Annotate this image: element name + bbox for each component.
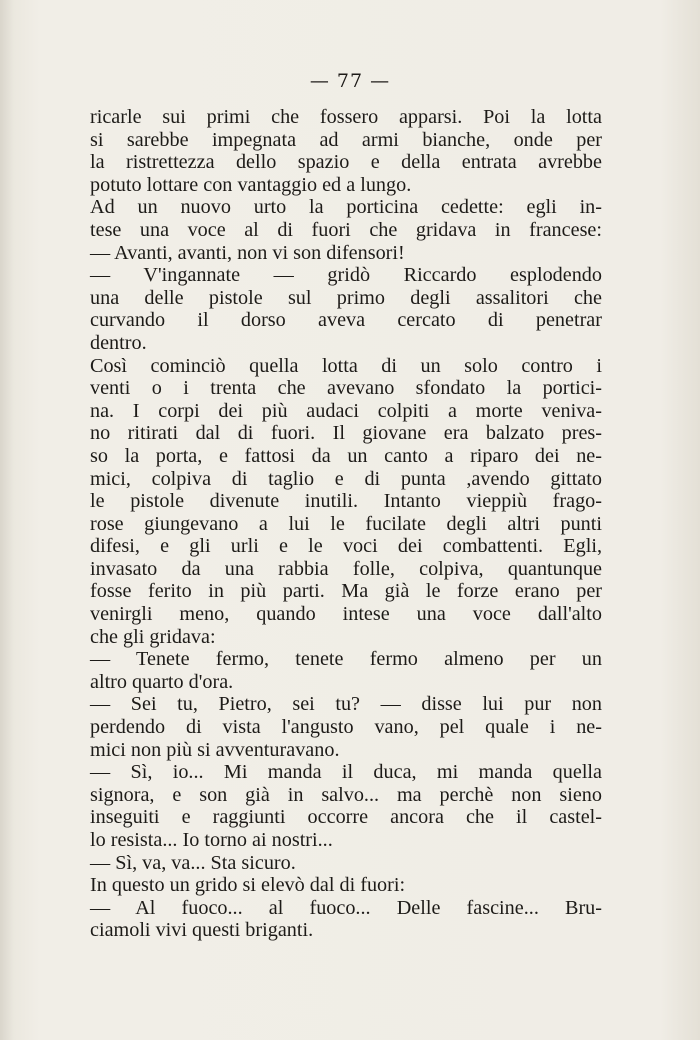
text-line: altro quarto d'ora. bbox=[90, 670, 234, 693]
text-line: si sarebbe impegnata ad armi bianche, onde per bbox=[90, 128, 602, 151]
text-line: — Sì, va, va... Sta sicuro. bbox=[90, 851, 296, 874]
text-line: — Sei tu, Pietro, sei tu? — disse lui pur non bbox=[90, 693, 602, 716]
text-line: Così cominciò quella lotta di un solo contro i bbox=[90, 354, 602, 377]
text-line: mici, colpiva di taglio e di punta ,avendo gittato bbox=[90, 467, 602, 490]
text-line: — Tenete fermo, tenete fermo almeno per un bbox=[90, 648, 602, 671]
text-line: dentro. bbox=[90, 331, 147, 354]
text-line: so la porta, e fattosi da un canto a riparo dei ne- bbox=[90, 444, 602, 467]
text-line: perdendo di vista l'angusto vano, pel quale i ne- bbox=[90, 716, 602, 739]
text-line: signora, e son già in salvo... ma perchè non sieno bbox=[90, 783, 602, 806]
text-line: ricarle sui primi che fossero apparsi. Poi la lotta bbox=[90, 106, 602, 128]
text-line: — Avanti, avanti, non vi son difensori! bbox=[90, 241, 405, 264]
text-line: ciamoli vivi questi briganti. bbox=[90, 919, 314, 942]
text-line: rose giungevano a lui le fucilate degli altri punti bbox=[90, 512, 602, 535]
text-line: mici non più si avventuravano. bbox=[90, 738, 340, 761]
text-line: che gli gridava: bbox=[90, 625, 216, 648]
text-line: Ad un nuovo urto la porticina cedette: egli in- bbox=[90, 196, 602, 219]
text-line: In questo un grido si elevò dal di fuori: bbox=[90, 874, 406, 897]
text-line: la ristrettezza dello spazio e della entrata avrebbe bbox=[90, 151, 602, 174]
text-line: na. I corpi dei più audaci colpiti a morte veniva- bbox=[90, 399, 602, 422]
text-line: venti o i trenta che avevano sfondato la portici- bbox=[90, 377, 602, 400]
text-line: — Al fuoco... al fuoco... Delle fascine... Bru- bbox=[90, 896, 602, 919]
text-line: — Sì, io... Mi manda il duca, mi manda quella bbox=[90, 761, 602, 784]
text-line: invasato da una rabbia folle, colpiva, quantunque bbox=[90, 557, 602, 580]
text-line: venirgli meno, quando intese una voce dall'alto bbox=[90, 603, 602, 626]
text-line: no ritirati dal di fuori. Il giovane era balzato pres- bbox=[90, 422, 602, 445]
text-line: curvando il dorso aveva cercato di penetrar bbox=[90, 309, 602, 332]
body-text bbox=[90, 106, 602, 942]
text-line: tese una voce al di fuori che gridava in francese: bbox=[90, 218, 602, 241]
text-line: — V'ingannate — gridò Riccardo esplodendo bbox=[90, 264, 602, 287]
text-line: inseguiti e raggiunti occorre ancora che il castel- bbox=[90, 806, 602, 829]
text-line: lo resista... Io torno ai nostri... bbox=[90, 829, 333, 851]
text-line: una delle pistole sul primo degli assalitori che bbox=[90, 286, 602, 309]
text-line: potuto lottare con vantaggio ed a lungo. bbox=[90, 173, 412, 196]
text-line: fosse ferito in più parti. Ma già le forze erano per bbox=[90, 580, 602, 603]
page-number: — 77 — bbox=[309, 70, 391, 92]
text-line: le pistole divenute inutili. Intanto vieppiù frago- bbox=[90, 490, 602, 513]
text-line: difesi, e gli urli e le voci dei combattenti. Egli, bbox=[90, 535, 602, 558]
